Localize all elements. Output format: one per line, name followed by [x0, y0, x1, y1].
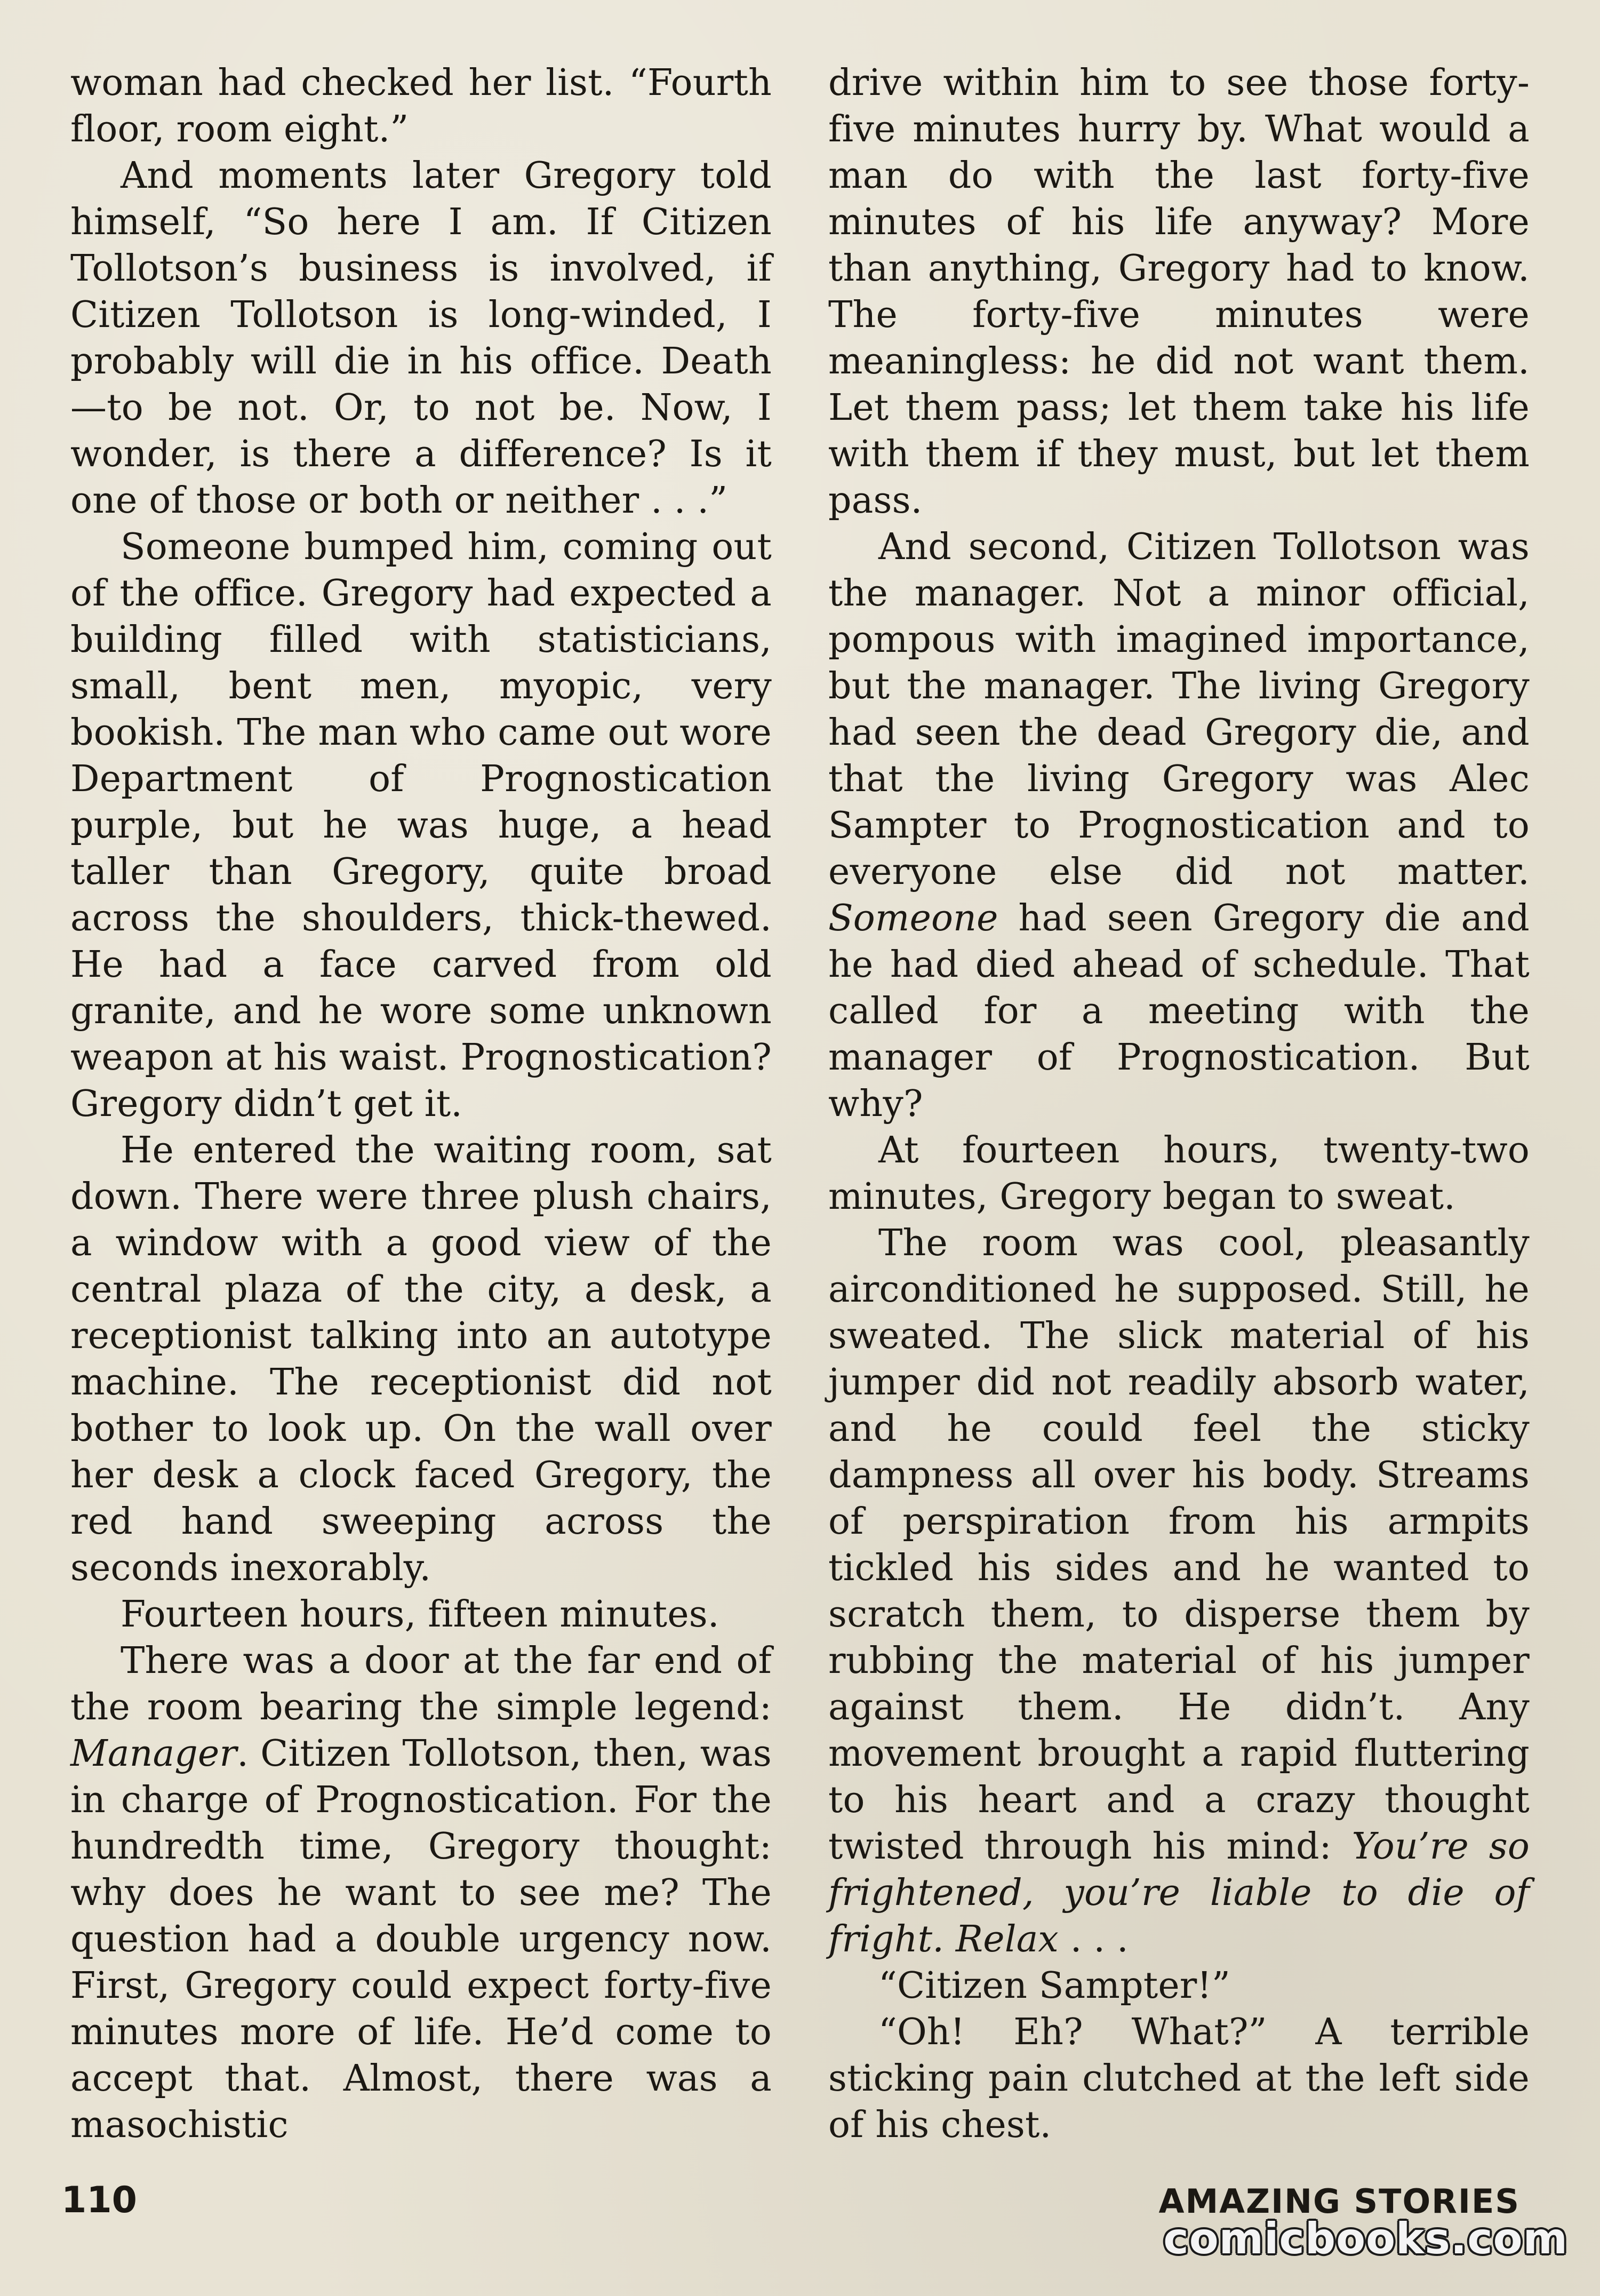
paragraph: drive within him to see those forty-five minutes hurry by. What would a man do with the last forty-five minutes of his life anyway? More than anything, Gregory had to know. The forty-five minutes were meaningless: he did not want them. Let them pass; let them take his life with them if they must, but let them pass. [828, 62, 1530, 522]
paragraph: “Oh! Eh? What?” A terrible sticking pain clutched at the left side of his chest. [828, 2011, 1530, 2146]
text-run: And second, Citizen Tollotson was the manager. Not a minor official, pompous with imagined importance, but the manager. The living Gregory had seen the dead Gregory die, and that the living Gregory was Alec Sampter to Prognostication and to everyone else did not matter. [828, 526, 1530, 893]
paragraph: And moments later Gregory told himself, “So here I am. If Citizen Tollotson’s business is involved, if Citizen Tollotson is long-winded, I probably will die in his office. Death —to be not. Or, to not be. Now, I wonder, is there a difference? Is it one of those or both or neither . . .” [70, 155, 772, 522]
page-number: 110 [61, 2179, 137, 2221]
magazine-name: AMAZING STORIES [1158, 2182, 1520, 2221]
italic-text: Someone [828, 897, 998, 939]
paragraph [828, 524, 1530, 1127]
paragraph: He entered the waiting room, sat down. There were three plush chairs, a window with a good view of the central plaza of the city, a desk, a receptionist talking into an autotype machine. The receptionist did not bother to look up. On the wall over her desk a clock faced Gregory, the red hand sweeping across the seconds inexorably. [70, 1129, 772, 1589]
paragraph [828, 1220, 1530, 1963]
right-column [828, 60, 1530, 2148]
paragraph: “Citizen Sampter!” [878, 1965, 1230, 2007]
paragraph: Someone bumped him, coming out of the office. Gregory had expected a building filled with statisticians, small, bent men, myopic, very bookish. The man who came out wore Department of Prognostication purple, but he was huge, a head taller than Gregory, quite broad across the shoulders, thick-thewed. He had a face carved from old granite, and he wore some unknown weapon at his waist. Prognostication? Gregory didn’t get it. [70, 526, 772, 1125]
paragraph: Fourteen hours, fifteen minutes. [121, 1593, 719, 1636]
text-run: . . . [1058, 1918, 1129, 1960]
paragraph [70, 1638, 772, 2148]
watermark: comicbooks.com [1163, 2214, 1568, 2263]
italic-text: Manager [70, 1733, 237, 1775]
italic-text: You’re so frightened, you’re liable to die of fright. Relax [828, 1825, 1530, 1960]
paragraph: At fourteen hours, twenty-two minutes, Gregory began to sweat. [828, 1129, 1530, 1218]
text-run: had seen Gregory die and he had died ahead of schedule. That called for a meeting with the manager of Prognostication. But why? [828, 897, 1530, 1125]
paragraph: woman had checked her list. “Fourth floor, room eight.” [70, 62, 772, 150]
left-column [70, 60, 772, 2148]
text-run: . Citizen Tollotson, then, was in charge of Prognostication. For the hundredth time, Gregory thought: why does he want to see me? The question had a double urgency now. First, Gregory could expect forty-five minutes more of life. He’d come to accept that. Almost, there was a masochistic [70, 1733, 772, 2146]
text-run: The room was cool, pleasantly airconditioned he supposed. Still, he sweated. The slick material of his jumper did not readily absorb water, and he could feel the sticky dampness all over his body. Streams of perspiration from his armpits tickled his sides and he wanted to scratch them, to disperse them by rubbing the material of his jumper against them. He didn’t. Any movement brought a rapid fluttering to his heart and a crazy thought twisted through his mind: [828, 1222, 1530, 1868]
text-run: There was a door at the far end of the room bearing the simple legend: [70, 1640, 772, 1728]
